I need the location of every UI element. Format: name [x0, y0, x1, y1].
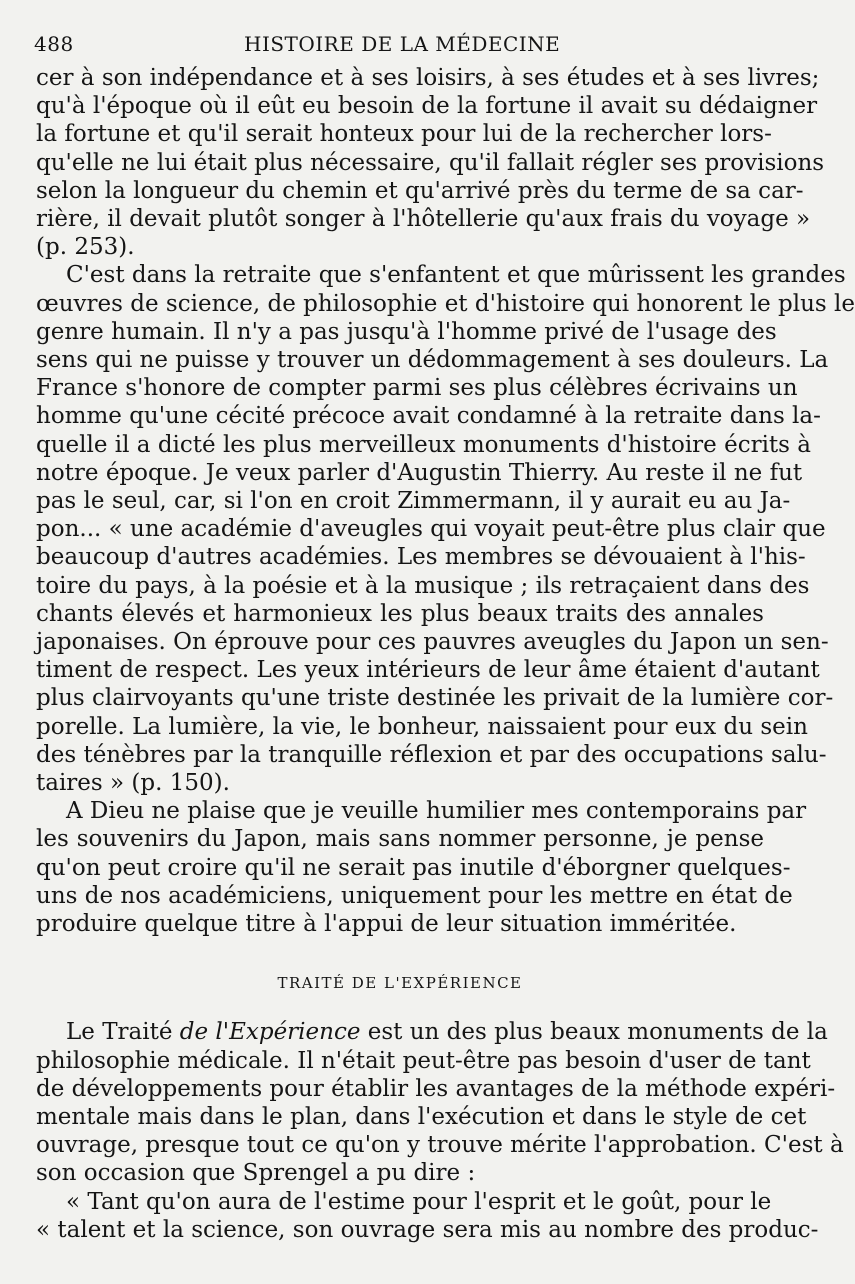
page-header: [34, 28, 754, 62]
text-segment: est un des plus beaux monuments de la: [360, 1019, 828, 1046]
text-line: des ténèbres par la tranquille réflexion et par des occupations salu-: [36, 741, 827, 768]
text-line: qu'on peut croire qu'il ne serait pas inutile d'éborgner quelques-: [36, 854, 791, 881]
text-line: mentale mais dans le plan, dans l'exécution et dans le style de cet: [36, 1103, 807, 1130]
text-line: chants élevés et harmonieux les plus beaux traits des annales: [36, 600, 764, 627]
text-line: sens qui ne puisse y trouver un dédommagement à ses douleurs. La: [36, 347, 829, 374]
text-line: rière, il devait plutôt songer à l'hôtellerie qu'aux frais du voyage »: [36, 206, 811, 233]
paragraph-3: [36, 797, 807, 938]
text-line: selon la longueur du chemin et qu'arrivé près du terme de sa car-: [36, 177, 804, 204]
text-line: japonaises. On éprouve pour ces pauvres aveugles du Japon un sen-: [36, 629, 829, 656]
text-line: quelle il a dicté les plus merveilleux monuments d'histoire écrits à: [36, 431, 812, 458]
text-line: œuvres de science, de philosophie et d'histoire qui honorent le plus le: [36, 290, 855, 317]
body-text: [36, 64, 855, 1244]
text-line: notre époque. Je veux parler d'Augustin Thierry. Au reste il ne fut: [36, 459, 803, 486]
text-line: « talent et la science, son ouvrage sera mis au nombre des produc-: [36, 1216, 819, 1243]
book-title: de l'Expérience: [179, 1019, 361, 1046]
text-line: « Tant qu'on aura de l'estime pour l'esprit et le goût, pour le: [66, 1188, 772, 1215]
text-line: toire du pays, à la poésie et à la musique ; ils retraçaient dans des: [36, 572, 810, 599]
text-line: genre humain. Il n'y a pas jusqu'à l'homme privé de l'usage des: [36, 318, 777, 345]
running-title: HISTOIRE DE LA MÉDECINE: [244, 32, 561, 56]
text-segment: Le Traité: [66, 1019, 180, 1046]
text-line: la fortune et qu'il serait honteux pour lui de la rechercher lors-: [36, 121, 772, 148]
text-line: cer à son indépendance et à ses loisirs, à ses études et à ses livres;: [36, 65, 820, 91]
paragraph-1: [36, 64, 825, 261]
section-heading: TRAITÉ DE L'EXPÉRIENCE: [277, 974, 523, 993]
text-line: qu'à l'époque où il eût eu besoin de la fortune il avait su dédaigner: [36, 93, 818, 120]
text-line: C'est dans la retraite que s'enfantent et que mûrissent les grandes: [66, 262, 846, 289]
text-line: produire quelque titre à l'appui de leur situation imméritée.: [36, 911, 737, 938]
text-line: (p. 253).: [36, 234, 135, 261]
text-line: A Dieu ne plaise que je veuille humilier mes contemporains par: [66, 798, 807, 825]
text-line: pas le seul, car, si l'on en croit Zimmermann, il y aurait eu au Ja-: [36, 488, 791, 515]
paragraph-4: [36, 1018, 844, 1187]
text-line: les souvenirs du Japon, mais sans nommer personne, je pense: [36, 826, 764, 853]
text-line: [36, 1018, 828, 1046]
text-line: timent de respect. Les yeux intérieurs de leur âme étaient d'autant: [36, 657, 820, 684]
text-line: uns de nos académiciens, uniquement pour les mettre en état de: [36, 882, 793, 909]
text-line: homme qu'une cécité précoce avait condamné à la retraite dans la-: [36, 403, 821, 430]
text-line: France s'honore de compter parmi ses plus célèbres écrivains un: [36, 375, 798, 402]
text-line: qu'elle ne lui était plus nécessaire, qu'il fallait régler ses provisions: [36, 149, 825, 176]
text-line: pon... « une académie d'aveugles qui voyait peut-être plus clair que: [36, 516, 826, 543]
paragraph-2: [36, 261, 855, 797]
text-line: plus clairvoyants qu'une triste destinée les privait de la lumière cor-: [36, 685, 834, 712]
paragraph-5: [36, 1188, 819, 1244]
page-number: 488: [34, 32, 74, 56]
text-line: beaucoup d'autres académies. Les membres se dévouaient à l'his-: [36, 544, 806, 571]
text-line: ouvrage, presque tout ce qu'on y trouve mérite l'approbation. C'est à: [36, 1132, 844, 1159]
text-line: taires » (p. 150).: [36, 770, 230, 797]
text-line: son occasion que Sprengel a pu dire :: [36, 1160, 476, 1187]
text-line: philosophie médicale. Il n'était peut-être pas besoin d'user de tant: [36, 1047, 811, 1074]
text-line: porelle. La lumière, la vie, le bonheur, naissaient pour eux du sein: [36, 713, 808, 740]
text-line: de développements pour établir les avantages de la méthode expéri-: [36, 1075, 836, 1102]
